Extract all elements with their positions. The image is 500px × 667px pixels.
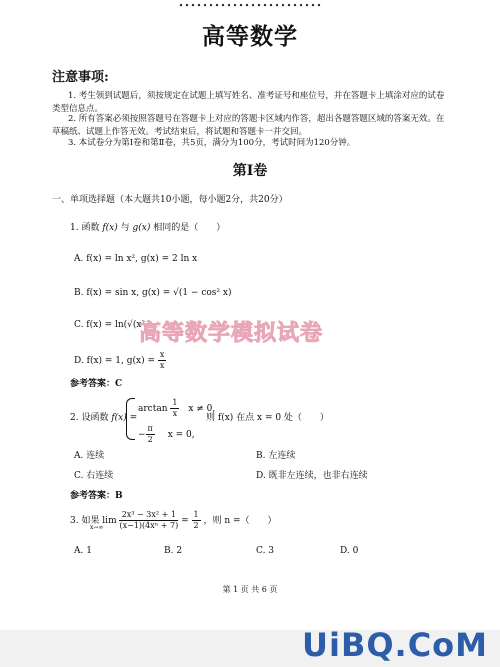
watermark: 高等数学模拟试卷 bbox=[139, 321, 324, 346]
q3-option-b: B. 2 bbox=[164, 546, 183, 556]
question-2-stem: 2. 设函数 f(x) = bbox=[70, 413, 138, 423]
q1-answer: 参考答案：C bbox=[70, 379, 123, 389]
part-heading: 一、单项选择题（本大题共10小题，每小题2分，共20分） bbox=[52, 195, 288, 205]
q2-option-c: C. 右连续 bbox=[74, 471, 114, 481]
site-logo: UiBQ.CoM bbox=[301, 626, 488, 664]
notes-heading: 注意事项: bbox=[52, 70, 109, 85]
q2-case-2: − $\frac{\pi}{2}$ x = 0, bbox=[138, 424, 195, 444]
note-item-3: 3. 本试卷分为第Ⅰ卷和第Ⅱ卷，共5页，满分为100分，考试时间为120分钟。 bbox=[68, 138, 356, 148]
q2-option-a: A. 连续 bbox=[74, 451, 105, 461]
note-item-2: 2. 所有答案必须按照答题号在答题卡上对应的答题卡区域内作答，超出各题答题区域的答案无效。在草稿纸、试题上作答无效。考试结束后，将试题和答题卡一并交回。 bbox=[52, 114, 445, 137]
q2-case-1: arctan $\frac{1}{x}$ x ≠ 0, bbox=[138, 398, 216, 418]
page-number: 第 1 页 共 6 页 bbox=[222, 585, 278, 594]
piecewise-brace bbox=[126, 398, 135, 440]
note-item-1: 1. 考生领到试题后，须按规定在试题上填写姓名、准考证号和座位号，并在答题卡上填涂对应的试卷类型信息点。 bbox=[52, 91, 445, 114]
section-title: 第Ⅰ卷 bbox=[232, 163, 268, 179]
q2-option-d: D. 既非左连续，也非右连续 bbox=[256, 471, 368, 481]
q2-answer: 参考答案：B bbox=[70, 491, 123, 501]
q1-d-fraction: $\frac{x}{x}$ bbox=[159, 350, 165, 370]
q2-option-b: B. 左连续 bbox=[256, 451, 296, 461]
q1-option-d: D. f(x) = 1, g(x) = $\frac{x}{x}$ bbox=[74, 350, 165, 370]
cut-off-header: …………………… bbox=[178, 0, 322, 11]
q3-option-a: A. 1 bbox=[74, 546, 92, 556]
page-title: 高等数学 bbox=[202, 23, 298, 50]
q1-option-c: C. f(x) = ln(√(x² bbox=[74, 320, 146, 330]
question-1-stem: 1. 函数 f(x) 与 g(x) 相同的是（ ） bbox=[70, 223, 226, 233]
question-3-stem: 3. 如果 lim $\frac{\text{2x³ − 3x² + 1}}{\text{(x−1)(4xⁿ + 7)}}$ = $\frac{1}{2}$ ，则 n =（ ） bbox=[70, 510, 277, 530]
q2-stem-suffix: 则 f(x) 在点 x = 0 处（ ） bbox=[206, 413, 329, 423]
q1-option-a: A. f(x) = ln x², g(x) = 2 ln x bbox=[74, 254, 198, 264]
q1-option-b: B. f(x) = sin x, g(x) = √(1 − cos² x) bbox=[74, 288, 232, 298]
q3-lim-subscript: x→∞ bbox=[90, 524, 104, 531]
q3-option-c: C. 3 bbox=[256, 546, 275, 556]
q3-option-d: D. 0 bbox=[340, 546, 359, 556]
